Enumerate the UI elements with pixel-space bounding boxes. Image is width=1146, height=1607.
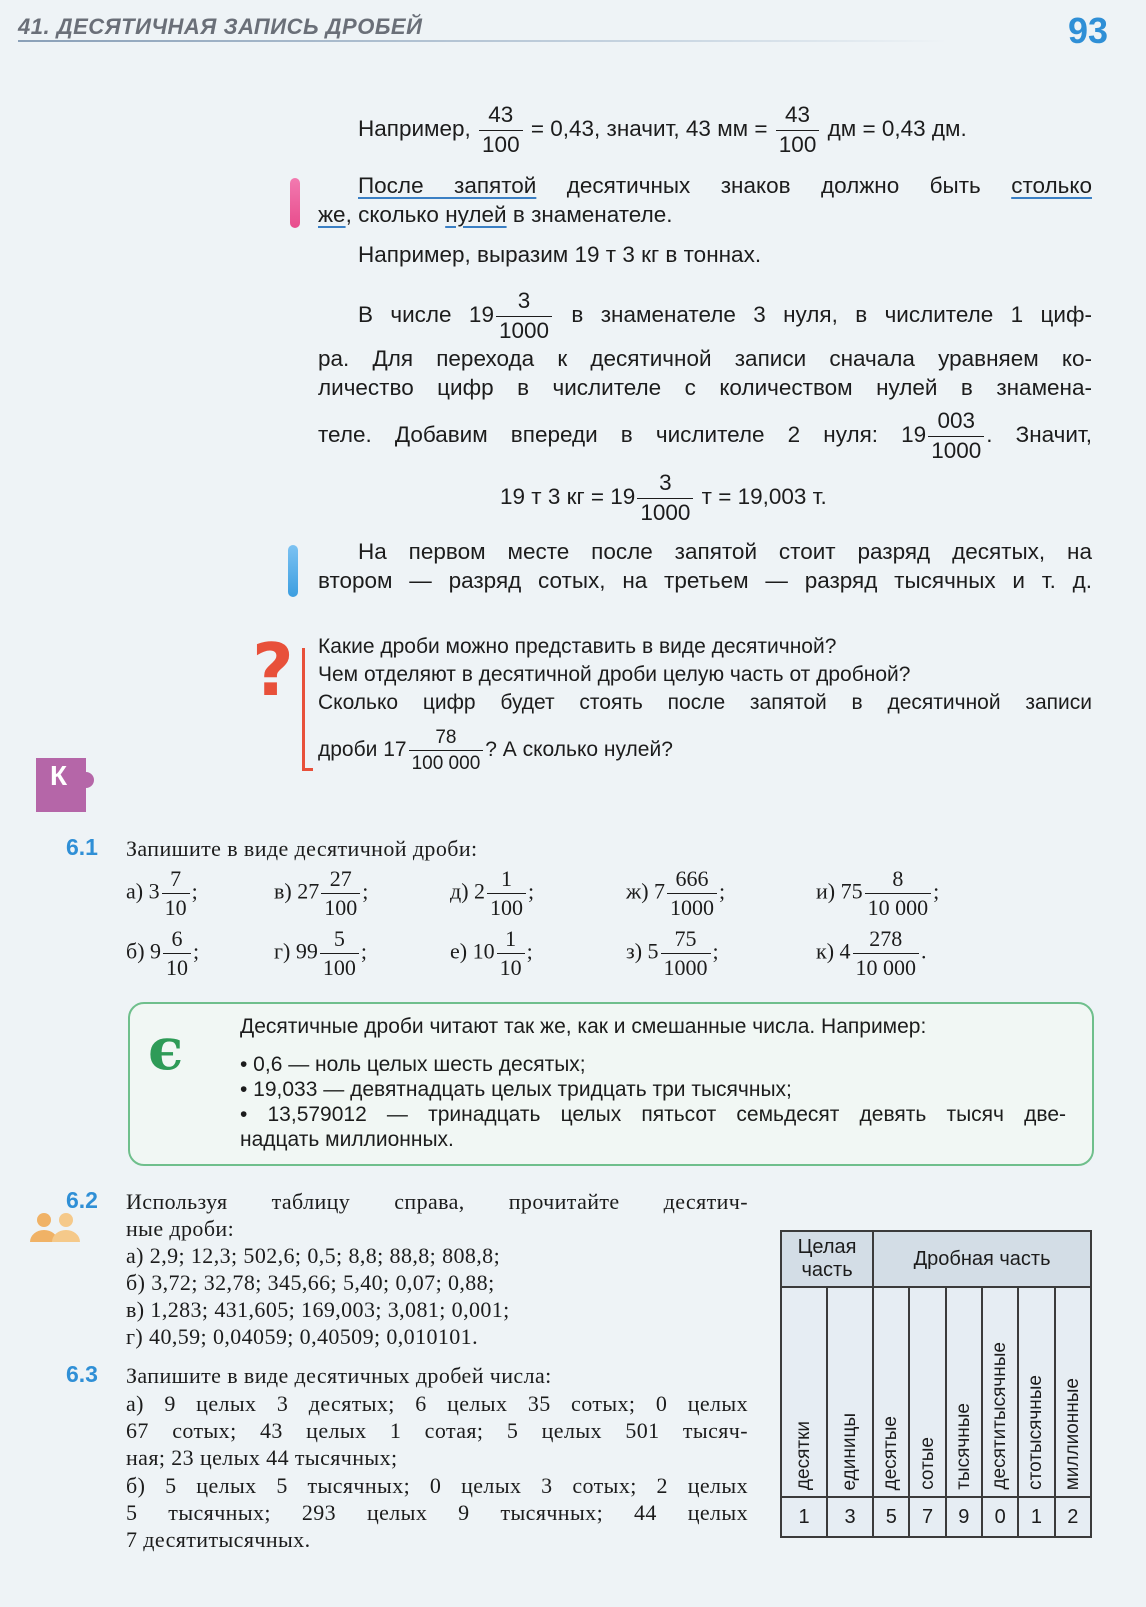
numerator: 7 <box>170 866 182 891</box>
denominator: 100 <box>321 893 360 919</box>
puzzle-icon <box>36 752 104 812</box>
example-text: 19 т 3 кг = 19 <box>500 483 636 509</box>
numerator: 3 <box>659 470 672 495</box>
rule-text: десятичных знаков должно быть <box>566 173 981 198</box>
rule-text: , сколько <box>345 202 439 227</box>
whole-part: 2 <box>474 878 486 904</box>
exercise-6-1-item <box>816 928 927 979</box>
place-column-header <box>1018 1287 1054 1497</box>
rule-text: в знаменателе. <box>512 202 673 227</box>
rule-marker-blue <box>288 545 298 597</box>
example-text: теле. Добавим впереди в числителе 2 нуля: 19 <box>318 421 927 447</box>
column-label: единицы <box>839 1412 861 1490</box>
place-column-header <box>946 1287 982 1497</box>
numerator: 43 <box>488 102 514 127</box>
place-column-header <box>1055 1287 1091 1497</box>
question-text: дроби 17 <box>318 738 407 762</box>
denominator: 10 <box>162 893 190 919</box>
exercise-number: 6.3 <box>66 1361 98 1387</box>
question-3: Сколько цифр будет стоять после запятой в десятичной записи <box>318 691 1092 714</box>
fraction <box>776 104 820 156</box>
item-end: ; <box>712 938 719 964</box>
rule-marker-pink <box>290 178 300 228</box>
item-label: з) <box>626 938 643 964</box>
exercise-item: б) 3,72; 32,78; 345,66; 5,40; 0,07; 0,88; <box>126 1270 495 1295</box>
exercise-6-1-item <box>626 868 725 919</box>
whole-part: 9 <box>150 938 162 964</box>
denominator: 100 000 <box>409 750 484 773</box>
fraction <box>496 290 552 342</box>
fraction <box>667 868 717 919</box>
item-label: б) <box>126 938 145 964</box>
exercise-item: в) 1,283; 431,605; 169,003; 3,081; 0,001; <box>126 1297 510 1322</box>
exercise-6-1-item <box>274 928 367 979</box>
exercise-text: Используя таблицу справа, прочитайте десятич- <box>126 1189 748 1214</box>
fraction <box>479 104 523 156</box>
exercise-number: 6.2 <box>66 1187 98 1213</box>
example-text: . Значит, <box>986 421 1092 447</box>
item-label: а) <box>126 878 144 904</box>
header-rule <box>18 40 948 42</box>
exercise-6-1-item <box>126 928 199 979</box>
fraction <box>661 928 711 979</box>
example-text: В числе 19 <box>358 301 494 327</box>
column-label: тысячные <box>952 1403 974 1490</box>
example2-equation <box>500 472 827 524</box>
item-end: ; <box>526 938 533 964</box>
exercise-item: 5 тысячных; 293 целых 9 тысячных; 44 целых <box>126 1500 748 1525</box>
fraction <box>497 928 525 979</box>
exercise-6-1-item <box>626 928 719 979</box>
digit-cell: 1 <box>1018 1497 1054 1537</box>
denominator: 100 <box>487 893 526 919</box>
question-bracket <box>302 648 313 771</box>
fraction <box>162 868 190 919</box>
item-end: . <box>921 938 927 964</box>
exercise-text: ные дроби: <box>126 1216 235 1241</box>
place-column-header <box>873 1287 909 1497</box>
digit-cell: 3 <box>827 1497 873 1537</box>
rule2-line-1: На первом месте после запятой стоит разряд десятых, на <box>358 539 1092 564</box>
column-label: сотые <box>916 1437 938 1490</box>
example-text: в знаменателе 3 нуля, в числителе 1 циф- <box>571 301 1092 327</box>
exercise-6-1-item <box>450 868 534 919</box>
numerator: 1 <box>501 866 513 891</box>
exercise-item: 67 сотых; 43 целых 1 сотая; 5 целых 501 тысяч- <box>126 1418 748 1443</box>
whole-part: 27 <box>297 878 320 904</box>
numerator: 1 <box>505 926 517 951</box>
example-text: т = 19,003 т. <box>701 483 827 509</box>
item-label: г) <box>274 938 291 964</box>
column-label: десятые <box>880 1415 902 1490</box>
item-label: в) <box>274 878 292 904</box>
place-column-header <box>909 1287 945 1497</box>
question-text: ? А сколько нулей? <box>485 738 673 762</box>
example2-line-1 <box>358 290 1092 342</box>
question-1: Какие дроби можно представить в виде десятичной? <box>318 635 837 658</box>
page-number: 93 <box>1068 10 1109 51</box>
example2-line-3: личество цифр в числителе с количеством нулей в знамена- <box>318 375 1092 400</box>
exercise-item: а) 9 целых 3 десятых; 6 целых 35 сотых; 0 целых <box>126 1391 748 1416</box>
numerator: 27 <box>329 866 352 891</box>
item-end: ; <box>191 878 198 904</box>
exercise-6-1-item <box>816 868 939 919</box>
digits-row <box>781 1497 1091 1537</box>
fraction <box>321 868 360 919</box>
item-label: к) <box>816 938 835 964</box>
example2-line-2: ра. Для перехода к десятичной записи сначала уравняем ко- <box>318 346 1092 371</box>
numerator: 3 <box>517 288 531 313</box>
denominator: 1000 <box>496 316 552 343</box>
place-column-header <box>827 1287 873 1497</box>
item-end: ; <box>362 878 369 904</box>
fraction-part-header: Дробная часть <box>873 1231 1091 1287</box>
fraction <box>928 410 984 462</box>
underlined-text: столько <box>1011 173 1092 198</box>
fraction <box>487 868 526 919</box>
numerator: 666 <box>675 866 709 891</box>
rule-line-1 <box>358 172 1092 200</box>
item-label: е) <box>450 938 468 964</box>
denominator: 10 <box>163 953 191 979</box>
exercise-item: 7 десятитысячных. <box>126 1527 311 1552</box>
exercise-6-1-item <box>450 928 533 979</box>
denominator: 100 <box>320 953 359 979</box>
example2-line-4 <box>318 410 1092 462</box>
question-4 <box>318 728 673 773</box>
fraction <box>320 928 359 979</box>
question-mark-icon: ? <box>252 628 294 712</box>
example-text: = 0,43, значит, 43 мм = <box>530 115 768 141</box>
fraction <box>409 728 484 773</box>
example-text: дм = 0,43 дм. <box>827 115 967 141</box>
column-headers-row <box>781 1287 1091 1497</box>
rule2-line-2: втором — разряд сотых, на третьем — разряд тысячных и т. д. <box>318 568 1092 593</box>
item-end: ; <box>528 878 535 904</box>
reading-icon: ϵ <box>148 1015 184 1083</box>
whole-part: 10 <box>472 938 495 964</box>
rule-line-2 <box>318 201 672 229</box>
whole-part-header <box>781 1231 873 1287</box>
digit-cell: 5 <box>873 1497 909 1537</box>
digit-cell: 1 <box>781 1497 827 1537</box>
question-2: Чем отделяют в десятичной дроби целую часть от дробной? <box>318 663 911 686</box>
exercise-item: г) 40,59; 0,04059; 0,40509; 0,010101. <box>126 1324 478 1349</box>
puzzle-letter: К <box>50 760 68 791</box>
item-end: ; <box>360 938 367 964</box>
exercise-item: б) 5 целых 5 тысячных; 0 целых 3 сотых; 2 целых <box>126 1473 748 1498</box>
exercise-item: а) 2,9; 12,3; 502,6; 0,5; 8,8; 88,8; 808,8; <box>126 1243 501 1268</box>
item-end: ; <box>933 878 940 904</box>
exercise-text: Запишите в виде десятичных дробей числа: <box>126 1363 552 1388</box>
underlined-text: нулей <box>445 202 507 227</box>
section-title: 41. ДЕСЯТИЧНАЯ ЗАПИСЬ ДРОБЕЙ <box>18 14 423 39</box>
denominator: 1000 <box>667 893 717 919</box>
exercise-6-1-item <box>274 868 368 919</box>
header-text: часть <box>801 1259 853 1281</box>
denominator: 10 <box>497 953 525 979</box>
column-label: миллионные <box>1061 1377 1083 1490</box>
info-bullet-2: • 19,033 — девятнадцать целых тридцать три тысячных; <box>240 1078 792 1101</box>
underlined-text: же <box>318 202 346 227</box>
denominator: 1000 <box>661 953 711 979</box>
whole-part: 3 <box>148 878 160 904</box>
example-text: Например, <box>358 115 471 141</box>
item-end: ; <box>193 938 200 964</box>
example2-intro: Например, выразим 19 т 3 кг в тоннах. <box>358 242 762 267</box>
whole-part: 4 <box>839 938 851 964</box>
example-line-1 <box>358 104 967 156</box>
underlined-text: После запятой <box>358 173 537 198</box>
denominator: 1000 <box>928 436 984 463</box>
fraction <box>853 928 920 979</box>
column-label: стотысячные <box>1025 1375 1047 1490</box>
info-bullet-3: • 13,579012 — тринадцать целых пятьсот семьдесят девять тысяч две- <box>240 1103 1066 1126</box>
denominator: 1000 <box>637 498 693 525</box>
denominator: 100 <box>776 130 820 157</box>
numerator: 6 <box>171 926 183 951</box>
fraction <box>865 868 932 919</box>
numerator: 003 <box>937 408 975 433</box>
fraction <box>163 928 191 979</box>
numerator: 75 <box>674 926 697 951</box>
numerator: 43 <box>785 102 811 127</box>
pair-work-icon <box>28 1210 84 1242</box>
whole-part: 99 <box>295 938 318 964</box>
place-column-header <box>982 1287 1018 1497</box>
digit-cell: 7 <box>909 1497 945 1537</box>
column-label: десятки <box>793 1420 815 1490</box>
place-value-table <box>780 1230 1092 1538</box>
header-text: Целая <box>797 1236 857 1258</box>
denominator: 10 000 <box>853 953 920 979</box>
digit-cell: 2 <box>1055 1497 1091 1537</box>
numerator: 278 <box>869 926 903 951</box>
whole-part: 75 <box>840 878 863 904</box>
denominator: 10 000 <box>865 893 932 919</box>
digit-cell: 0 <box>982 1497 1018 1537</box>
item-end: ; <box>719 878 726 904</box>
item-label: д) <box>450 878 469 904</box>
digit-cell: 9 <box>946 1497 982 1537</box>
exercise-item: ная; 23 целых 44 тысячных; <box>126 1445 398 1470</box>
column-label: десятитысячные <box>989 1342 1011 1490</box>
numerator: 78 <box>435 727 457 748</box>
exercise-number: 6.1 <box>66 834 98 860</box>
info-bullet-3-cont: надцать миллионных. <box>240 1128 454 1151</box>
exercise-6-1-item <box>126 868 198 919</box>
info-line-1: Десятичные дроби читают так же, как и смешанные числа. Например: <box>240 1015 927 1038</box>
fraction <box>637 472 693 524</box>
whole-part: 7 <box>654 878 666 904</box>
item-label: ж) <box>626 878 649 904</box>
whole-part: 5 <box>647 938 659 964</box>
exercise-text: Запишите в виде десятичной дроби: <box>126 836 478 861</box>
item-label: и) <box>816 878 836 904</box>
place-column-header <box>781 1287 827 1497</box>
denominator: 100 <box>479 130 523 157</box>
info-bullet-1: • 0,6 — ноль целых шесть десятых; <box>240 1053 586 1076</box>
numerator: 5 <box>333 926 345 951</box>
numerator: 8 <box>892 866 904 891</box>
